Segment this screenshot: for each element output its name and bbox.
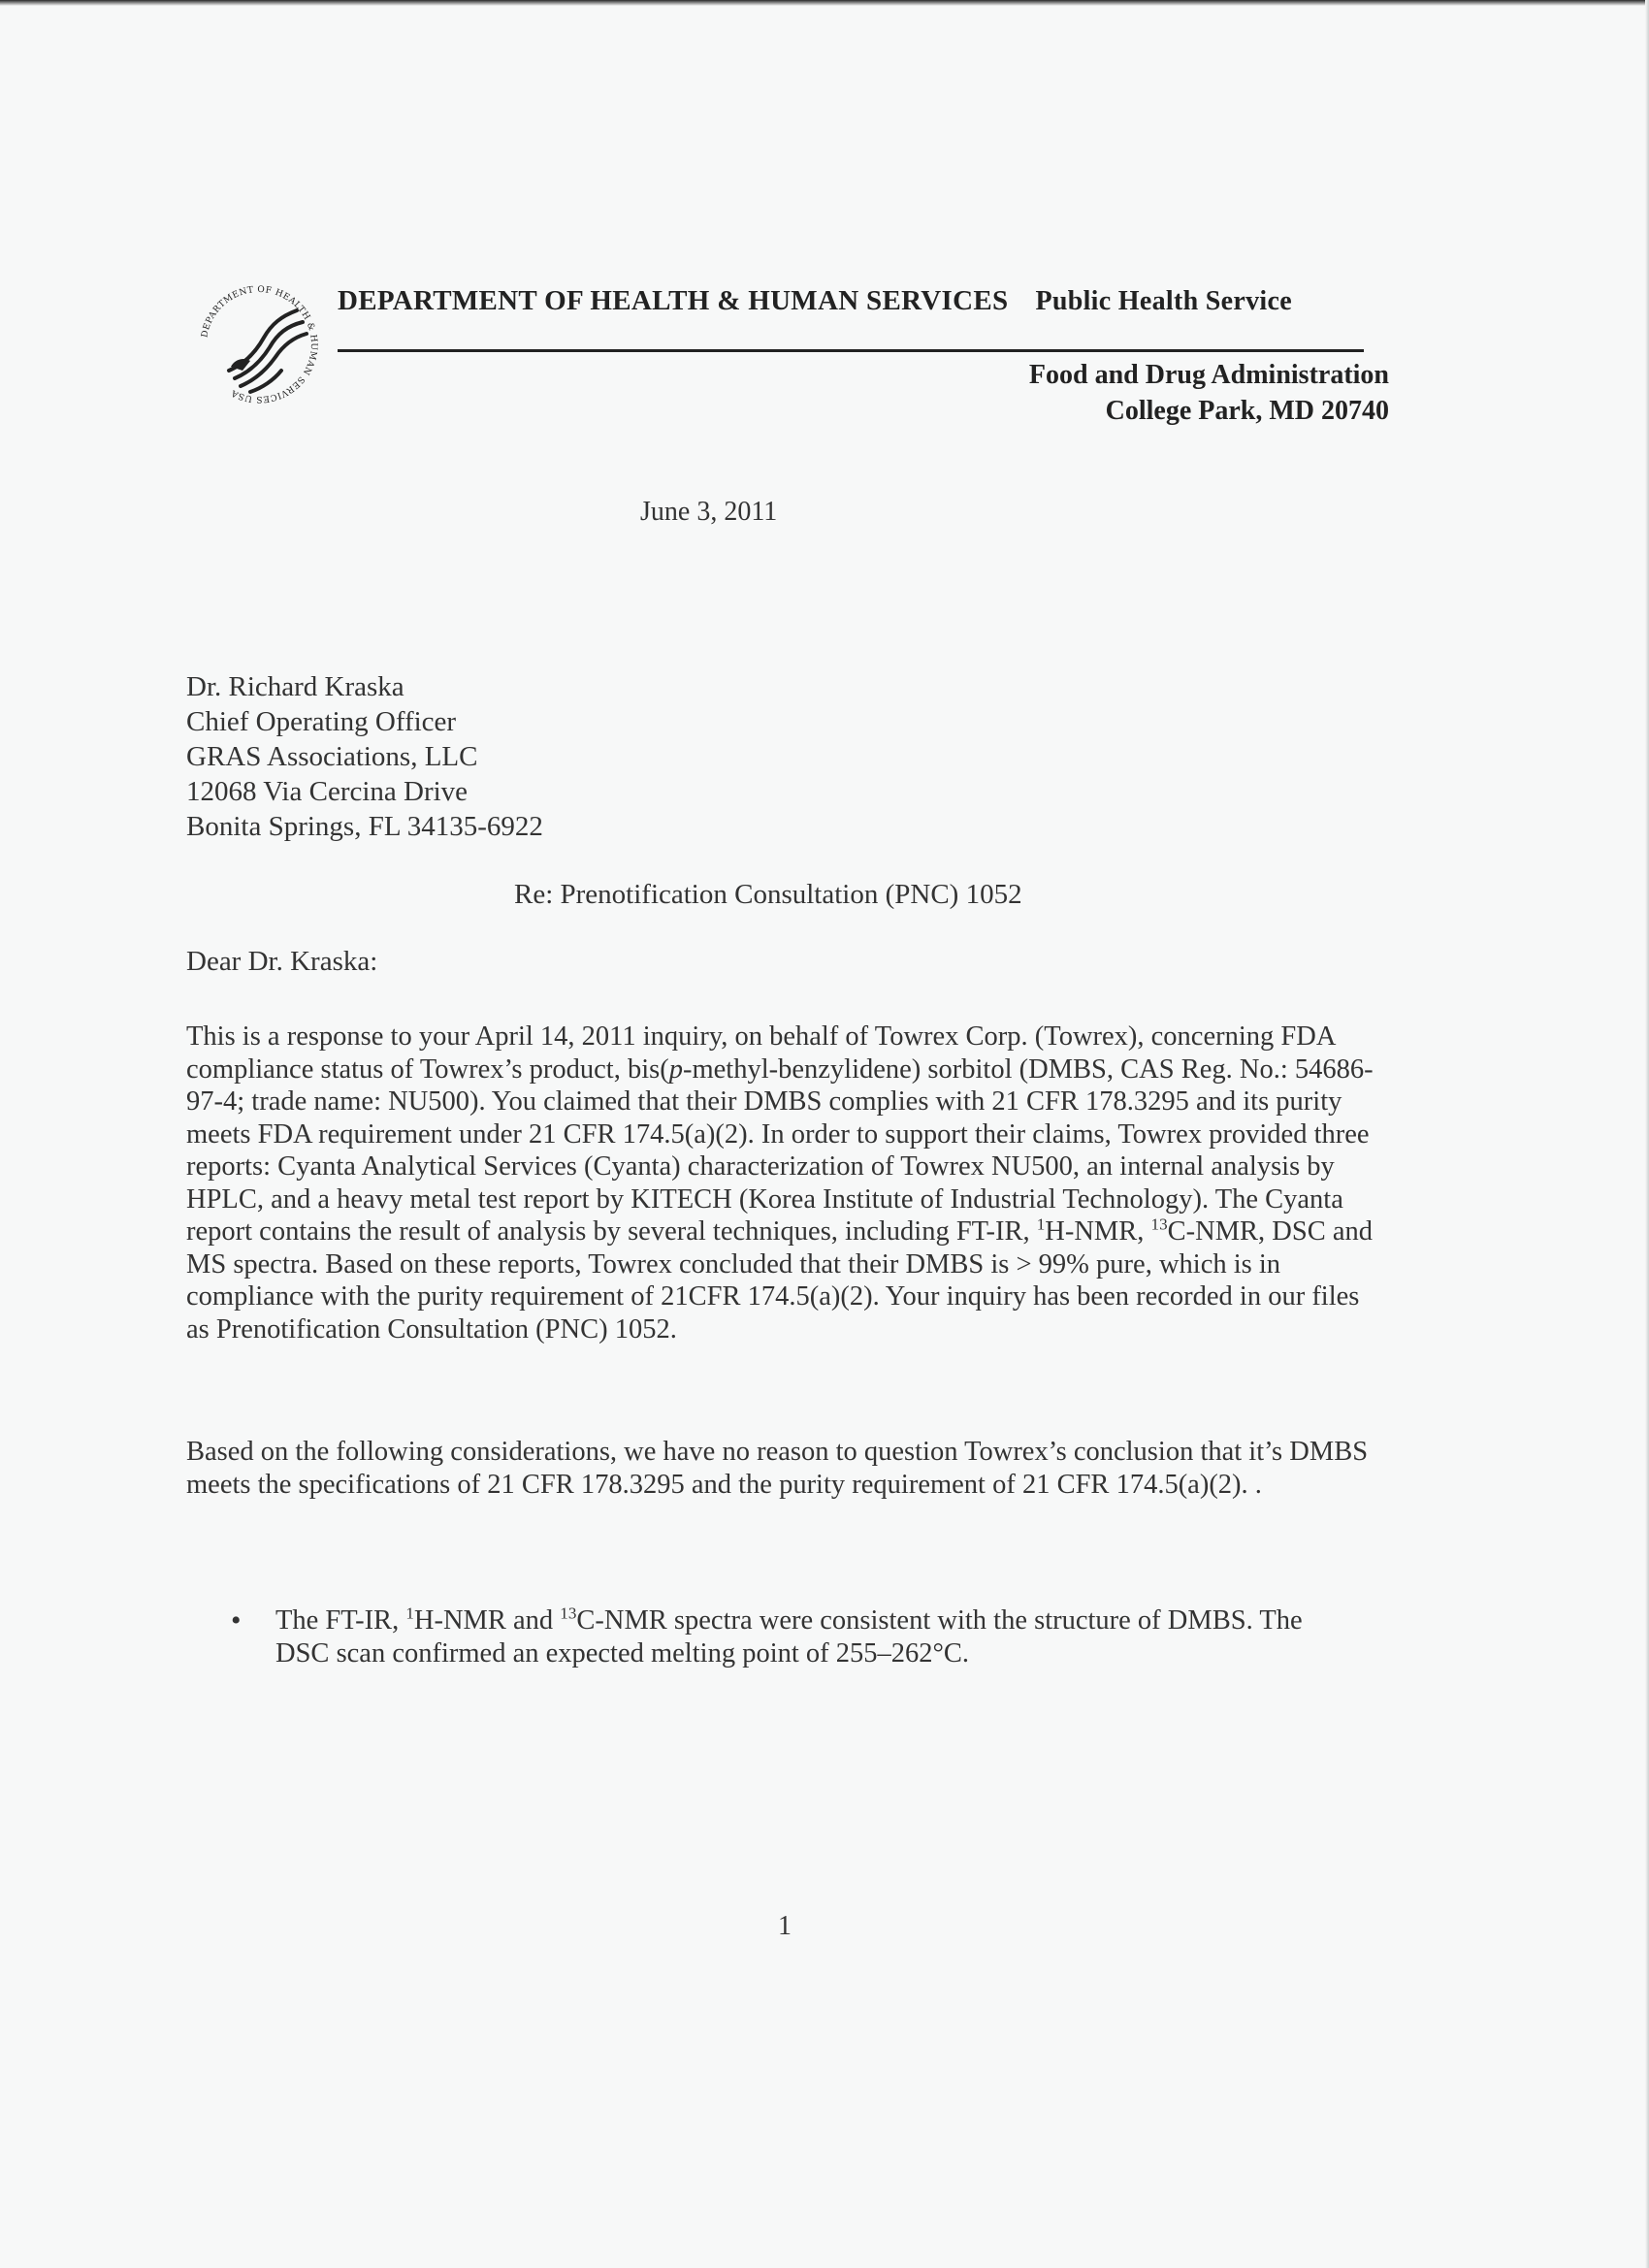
office-name: Food and Drug Administration: [1028, 360, 1389, 390]
page-number: 1: [778, 1911, 792, 1941]
recipient-company: GRAS Associations, LLC: [186, 741, 478, 772]
bullet-text: [275, 1604, 1323, 1669]
p1-sup-2: 13: [1150, 1215, 1168, 1234]
agency-header: [338, 285, 1292, 317]
p1-text-4: C-NMR, DSC and MS spectra. Based on these reports, Towrex concluded that their DMBS is > 99% pure, which is in compliance with the purity requirement of 21CFR 174.5(a)(2). Your inquiry has been recorded in our files as Prenotification Consultation (PNC) 1052.: [186, 1216, 1374, 1345]
bullet-text-2: H-NMR and: [413, 1605, 561, 1636]
office-block: [1029, 357, 1389, 429]
p1-text-1: This is a response to your April 14, 2011 inquiry, on behalf of Towrex Corp. (Towrex), concerning FDA compliance status of Towrex’s product, bis(: [186, 1021, 1335, 1085]
bullet-text-1: The FT-IR,: [275, 1605, 406, 1636]
letter-date: June 3, 2011: [640, 497, 778, 527]
bullet-sup-1: 1: [405, 1604, 414, 1623]
p1-italic: p: [668, 1053, 683, 1085]
scan-edge-top: [0, 0, 1649, 6]
recipient-address: [186, 669, 543, 844]
hhs-seal-icon: [192, 277, 326, 411]
header-rule: [338, 349, 1364, 352]
p1-text-3: H-NMR,: [1045, 1216, 1151, 1247]
bullet-text-3: C-NMR spectra were consistent with the structure of DMBS. The DSC scan confirmed an expected melting point of 255–262°C.: [275, 1605, 1303, 1669]
salutation: Dear Dr. Kraska:: [186, 946, 378, 977]
scan-edge-right: [1645, 0, 1649, 2268]
recipient-name: Dr. Richard Kraska: [186, 671, 404, 702]
seal-text: DEPARTMENT OF HEALTH & HUMAN SERVICES USA: [200, 284, 319, 405]
public-health-service: Public Health Service: [1035, 286, 1292, 316]
re-line: Re: Prenotification Consultation (PNC) 1052: [514, 879, 1022, 910]
bullet-sup-2: 13: [560, 1604, 577, 1623]
office-location: College Park, MD 20740: [1105, 396, 1389, 426]
recipient-street: 12068 Via Cercina Drive: [186, 776, 469, 807]
agency-name: DEPARTMENT OF HEALTH & HUMAN SERVICES: [338, 285, 1009, 316]
paragraph-1: [186, 1021, 1389, 1345]
paragraph-2: Based on the following considerations, we have no reason to question Towrex’s conclusion that it’s DMBS meets the specifications of 21 CFR 178.3295 and the purity requirement of 21 CFR 174.5(a)(2). .: [186, 1437, 1369, 1500]
recipient-title: Chief Operating Officer: [186, 706, 457, 737]
p1-text-2: -methyl-benzylidene) sorbitol (DMBS, CAS Reg. No.: 54686-97-4; trade name: NU500). You claimed that their DMBS complies with 21 CFR 178.3295 and its purity meets FDA requirement under 21 CFR 174.5(a)(2). In order to support their claims, Towrex provided three reports: Cyanta Analytical Services (Cyanta) characterization of Towrex NU500, an internal analysis by HPLC, and a heavy metal test report by KITECH (Korea Institute of Industrial Technology). The Cyanta report contains the result of analysis by several techniques, including FT-IR,: [186, 1053, 1374, 1247]
recipient-city: Bonita Springs, FL 34135-6922: [186, 811, 543, 842]
p1-sup-1: 1: [1036, 1215, 1046, 1234]
bullet-marker: •: [231, 1604, 242, 1636]
